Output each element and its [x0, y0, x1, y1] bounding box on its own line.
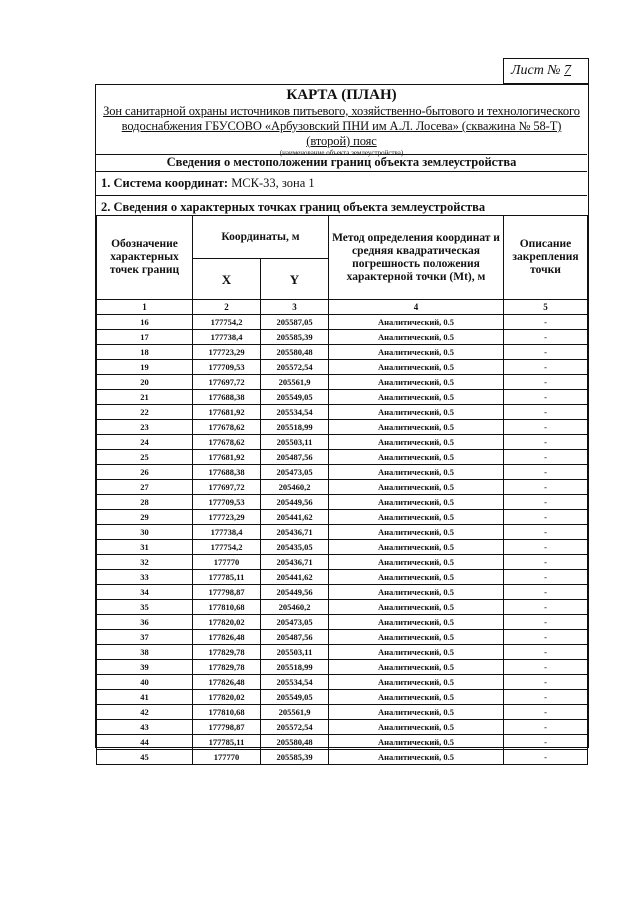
method-cell: Аналитический, 0.5: [329, 645, 504, 660]
y-cell: 205534,54: [261, 675, 329, 690]
y-cell: 205585,39: [261, 330, 329, 345]
point-id-cell: 31: [97, 540, 193, 555]
subtitle-line-3: (второй) пояс: [306, 134, 377, 148]
method-cell: Аналитический, 0.5: [329, 510, 504, 525]
divider: [96, 171, 587, 172]
x-cell: 177785,11: [193, 570, 261, 585]
y-cell: 205534,54: [261, 405, 329, 420]
table-row: [97, 360, 588, 375]
method-cell: Аналитический, 0.5: [329, 390, 504, 405]
table-row: [97, 690, 588, 705]
x-cell: 177770: [193, 750, 261, 765]
section-heading: Сведения о местоположении границ объекта землеустройства: [166, 155, 517, 169]
method-cell: Аналитический, 0.5: [329, 345, 504, 360]
x-cell: 177709,53: [193, 495, 261, 510]
description-cell: -: [504, 690, 588, 705]
method-cell: Аналитический, 0.5: [329, 435, 504, 450]
point-id-cell: 45: [97, 750, 193, 765]
column-number: 1: [97, 300, 193, 315]
x-cell: 177678,62: [193, 420, 261, 435]
header-method: Метод определения координат и средняя квадратическая погрешность положения характерной точки (Mt), м: [329, 216, 504, 300]
y-cell: 205572,54: [261, 720, 329, 735]
table-row: [97, 705, 588, 720]
description-cell: -: [504, 615, 588, 630]
y-cell: 205549,05: [261, 690, 329, 705]
table-row: [97, 405, 588, 420]
description-cell: -: [504, 570, 588, 585]
point-id-cell: 39: [97, 660, 193, 675]
x-cell: 177697,72: [193, 375, 261, 390]
x-cell: 177688,38: [193, 390, 261, 405]
point-id-cell: 24: [97, 435, 193, 450]
method-cell: Аналитический, 0.5: [329, 495, 504, 510]
point-id-cell: 44: [97, 735, 193, 750]
point-id-cell: 40: [97, 675, 193, 690]
x-cell: 177829,78: [193, 645, 261, 660]
table-row: [97, 345, 588, 360]
column-number: 3: [261, 300, 329, 315]
method-cell: Аналитический, 0.5: [329, 630, 504, 645]
header-designation: Обозначение характерных точек границ: [97, 216, 193, 300]
point-id-cell: 34: [97, 585, 193, 600]
point-id-cell: 33: [97, 570, 193, 585]
table-row: [97, 735, 588, 750]
x-cell: 177723,29: [193, 510, 261, 525]
point-id-cell: 23: [97, 420, 193, 435]
y-cell: 205503,11: [261, 435, 329, 450]
column-number: 5: [504, 300, 588, 315]
table-row: [97, 720, 588, 735]
table-row: [97, 315, 588, 330]
table-row: [97, 420, 588, 435]
table-row: [97, 510, 588, 525]
table-row: [97, 480, 588, 495]
column-number: 4: [329, 300, 504, 315]
description-cell: -: [504, 390, 588, 405]
subtitle-line-1: Зон санитарной охраны источников питьевого, хозяйственно-бытового и технологического: [103, 104, 580, 118]
method-cell: Аналитический, 0.5: [329, 540, 504, 555]
x-cell: 177810,68: [193, 600, 261, 615]
y-cell: 205436,71: [261, 555, 329, 570]
x-cell: 177754,2: [193, 540, 261, 555]
method-cell: Аналитический, 0.5: [329, 705, 504, 720]
description-cell: -: [504, 660, 588, 675]
method-cell: Аналитический, 0.5: [329, 450, 504, 465]
table-row: [97, 630, 588, 645]
method-cell: Аналитический, 0.5: [329, 720, 504, 735]
description-cell: -: [504, 420, 588, 435]
point-id-cell: 22: [97, 405, 193, 420]
y-cell: 205436,71: [261, 525, 329, 540]
x-cell: 177681,92: [193, 450, 261, 465]
y-cell: 205580,48: [261, 345, 329, 360]
divider: [96, 195, 587, 196]
sheet-number: 7: [564, 63, 572, 78]
x-cell: 177820,02: [193, 615, 261, 630]
point-id-cell: 18: [97, 345, 193, 360]
method-cell: Аналитический, 0.5: [329, 570, 504, 585]
x-cell: 177681,92: [193, 405, 261, 420]
point-id-cell: 20: [97, 375, 193, 390]
x-cell: 177723,29: [193, 345, 261, 360]
table-row: [97, 540, 588, 555]
y-cell: 205460,2: [261, 480, 329, 495]
description-cell: -: [504, 345, 588, 360]
description-cell: -: [504, 405, 588, 420]
point-id-cell: 43: [97, 720, 193, 735]
point-id-cell: 19: [97, 360, 193, 375]
table-row: [97, 330, 588, 345]
point-id-cell: 21: [97, 390, 193, 405]
y-cell: 205561,9: [261, 375, 329, 390]
title-block: [96, 85, 587, 158]
x-cell: 177754,2: [193, 315, 261, 330]
y-cell: 205587,05: [261, 315, 329, 330]
coordinates-table: [96, 215, 588, 765]
y-cell: 205561,9: [261, 705, 329, 720]
point-id-cell: 38: [97, 645, 193, 660]
y-cell: 205449,56: [261, 495, 329, 510]
table-row: [97, 555, 588, 570]
sheet-number-box: [503, 58, 589, 84]
y-cell: 205487,56: [261, 450, 329, 465]
method-cell: Аналитический, 0.5: [329, 585, 504, 600]
y-cell: 205449,56: [261, 585, 329, 600]
sheet-label: Лист №: [511, 63, 561, 78]
point-id-cell: 17: [97, 330, 193, 345]
y-cell: 205487,56: [261, 630, 329, 645]
y-cell: 205572,54: [261, 360, 329, 375]
description-cell: -: [504, 465, 588, 480]
document-frame: [95, 84, 589, 762]
y-cell: 205549,05: [261, 390, 329, 405]
table-row: [97, 390, 588, 405]
subtitle-line-2: водоснабжения ГБУСОВО «Арбузовский ПНИ им А.Л. Лосева» (скважина № 58-Т): [121, 119, 562, 133]
x-cell: 177709,53: [193, 360, 261, 375]
document-title: КАРТА (ПЛАН): [286, 87, 397, 103]
table-row: [97, 465, 588, 480]
y-cell: 205435,05: [261, 540, 329, 555]
points-heading: 2. Сведения о характерных точках границ объекта землеустройства: [101, 200, 486, 214]
table-row: [97, 570, 588, 585]
point-id-cell: 32: [97, 555, 193, 570]
method-cell: Аналитический, 0.5: [329, 315, 504, 330]
method-cell: Аналитический, 0.5: [329, 735, 504, 750]
description-cell: -: [504, 735, 588, 750]
description-cell: -: [504, 600, 588, 615]
description-cell: -: [504, 720, 588, 735]
method-cell: Аналитический, 0.5: [329, 360, 504, 375]
method-cell: Аналитический, 0.5: [329, 375, 504, 390]
x-cell: 177697,72: [193, 480, 261, 495]
point-id-cell: 41: [97, 690, 193, 705]
table-row: [97, 645, 588, 660]
point-id-cell: 25: [97, 450, 193, 465]
table-body: [97, 315, 588, 765]
point-id-cell: 36: [97, 615, 193, 630]
description-cell: -: [504, 495, 588, 510]
method-cell: Аналитический, 0.5: [329, 690, 504, 705]
description-cell: -: [504, 510, 588, 525]
table-row: [97, 675, 588, 690]
description-cell: -: [504, 540, 588, 555]
y-cell: 205473,05: [261, 615, 329, 630]
header-y: Y: [261, 259, 329, 300]
y-cell: 205503,11: [261, 645, 329, 660]
method-cell: Аналитический, 0.5: [329, 405, 504, 420]
description-cell: -: [504, 645, 588, 660]
description-cell: -: [504, 480, 588, 495]
method-cell: Аналитический, 0.5: [329, 660, 504, 675]
y-cell: 205473,05: [261, 465, 329, 480]
table-row: [97, 660, 588, 675]
x-cell: 177829,78: [193, 660, 261, 675]
header-coordinates: Координаты, м: [193, 216, 329, 259]
y-cell: 205460,2: [261, 600, 329, 615]
x-cell: 177678,62: [193, 435, 261, 450]
y-cell: 205580,48: [261, 735, 329, 750]
table-row: [97, 495, 588, 510]
description-cell: -: [504, 750, 588, 765]
method-cell: Аналитический, 0.5: [329, 555, 504, 570]
point-id-cell: 42: [97, 705, 193, 720]
point-id-cell: 26: [97, 465, 193, 480]
table-row: [97, 600, 588, 615]
x-cell: 177826,48: [193, 630, 261, 645]
x-cell: 177738,4: [193, 330, 261, 345]
y-cell: 205441,62: [261, 570, 329, 585]
table-row: [97, 435, 588, 450]
point-id-cell: 27: [97, 480, 193, 495]
method-cell: Аналитический, 0.5: [329, 600, 504, 615]
method-cell: Аналитический, 0.5: [329, 750, 504, 765]
x-cell: 177826,48: [193, 675, 261, 690]
point-id-cell: 28: [97, 495, 193, 510]
method-cell: Аналитический, 0.5: [329, 525, 504, 540]
method-cell: Аналитический, 0.5: [329, 480, 504, 495]
description-cell: -: [504, 450, 588, 465]
description-cell: -: [504, 705, 588, 720]
x-cell: 177798,87: [193, 585, 261, 600]
coordinate-system-label: 1. Система координат:: [101, 176, 229, 190]
description-cell: -: [504, 675, 588, 690]
method-cell: Аналитический, 0.5: [329, 615, 504, 630]
description-cell: -: [504, 330, 588, 345]
table-row: [97, 450, 588, 465]
x-cell: 177688,38: [193, 465, 261, 480]
description-cell: -: [504, 525, 588, 540]
y-cell: 205585,39: [261, 750, 329, 765]
table-row: [97, 750, 588, 765]
method-cell: Аналитический, 0.5: [329, 675, 504, 690]
point-id-cell: 16: [97, 315, 193, 330]
subtitle-note: (наименование объекта землеустройства): [279, 149, 404, 157]
method-cell: Аналитический, 0.5: [329, 465, 504, 480]
coordinate-system-value: МСК-33, зона 1: [231, 176, 315, 190]
y-cell: 205518,99: [261, 660, 329, 675]
x-cell: 177798,87: [193, 720, 261, 735]
description-cell: -: [504, 555, 588, 570]
x-cell: 177785,11: [193, 735, 261, 750]
description-cell: -: [504, 360, 588, 375]
header-x: X: [193, 259, 261, 300]
description-cell: -: [504, 435, 588, 450]
table-row: [97, 375, 588, 390]
method-cell: Аналитический, 0.5: [329, 330, 504, 345]
point-id-cell: 35: [97, 600, 193, 615]
description-cell: -: [504, 630, 588, 645]
point-id-cell: 29: [97, 510, 193, 525]
point-id-cell: 30: [97, 525, 193, 540]
coordinate-system-line: [101, 176, 315, 191]
point-id-cell: 37: [97, 630, 193, 645]
x-cell: 177820,02: [193, 690, 261, 705]
method-cell: Аналитический, 0.5: [329, 420, 504, 435]
y-cell: 205441,62: [261, 510, 329, 525]
table-row: [97, 525, 588, 540]
description-cell: -: [504, 585, 588, 600]
x-cell: 177770: [193, 555, 261, 570]
header-description: Описание закрепления точки: [504, 216, 588, 300]
y-cell: 205518,99: [261, 420, 329, 435]
table-row: [97, 585, 588, 600]
x-cell: 177738,4: [193, 525, 261, 540]
description-cell: -: [504, 315, 588, 330]
x-cell: 177810,68: [193, 705, 261, 720]
column-number: 2: [193, 300, 261, 315]
description-cell: -: [504, 375, 588, 390]
table-row: [97, 615, 588, 630]
